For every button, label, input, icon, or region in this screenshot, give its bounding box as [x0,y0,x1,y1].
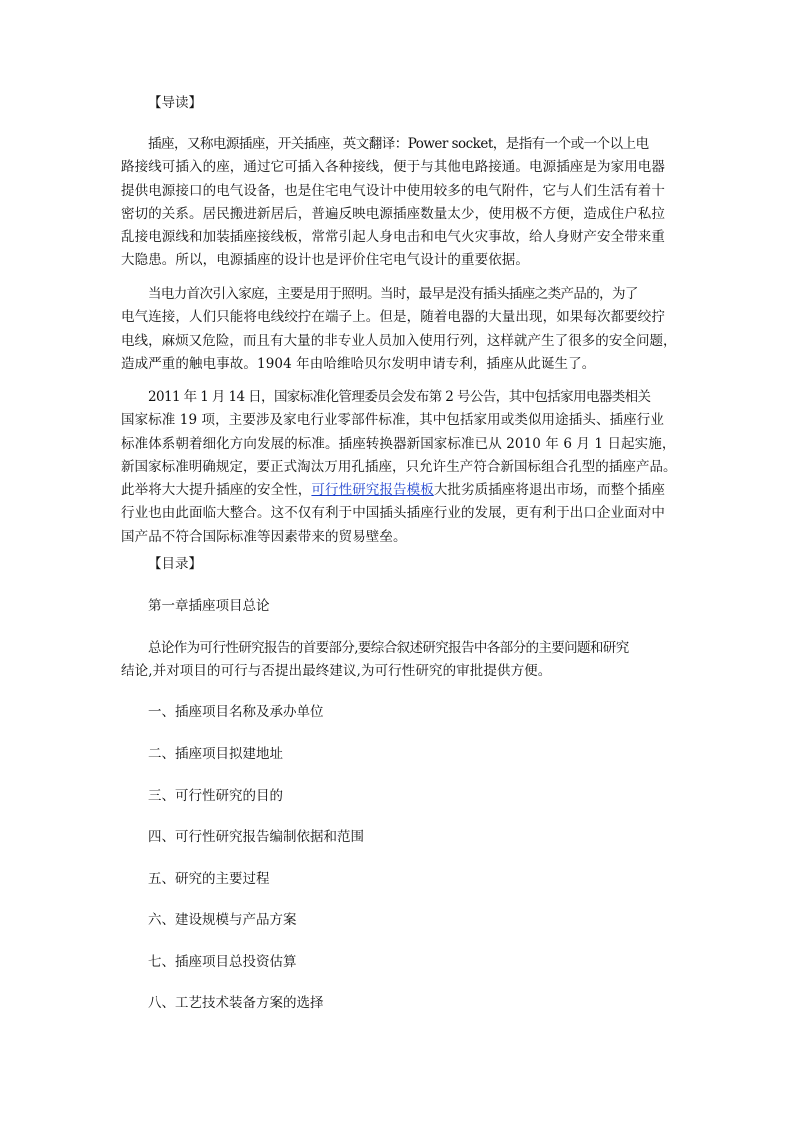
paragraph-line: 乱接电源线和加装插座接线板，常常引起人身电击和电气火灾事故，给人身财产安全带来重 [121,229,665,246]
feasibility-report-template-link[interactable]: 可行性研究报告模板 [311,482,434,499]
paragraph-line: 路接线可插入的座，通过它可插入各种接线，便于与其他电路接通。电源插座是为家用电器 [121,159,665,176]
toc-item: 一、插座项目名称及承办单位 [148,704,324,720]
toc-item: 二、插座项目拟建地址 [148,746,283,762]
paragraph-line: 电气连接，人们只能将电线绞拧在端子上。但是，随着电器的大量出现，如果每次都要绞拧 [121,309,665,326]
intro-heading: 【导读】 [148,95,202,111]
paragraph-line: 行业也由此面临大整合。这不仅有利于中国插头插座行业的发展，更有利于出口企业面对中 [121,505,665,522]
paragraph-line: 总论作为可行性研究报告的首要部分,要综合叙述研究报告中各部分的主要问题和研究 [148,640,629,656]
toc-item: 八、工艺技术装备方案的选择 [148,995,324,1011]
paragraph-line: 密切的关系。居民搬进新居后，普遍反映电源插座数量太少，使用极不方便，造成住户私拉 [121,205,665,222]
toc-item: 六、建设规模与产品方案 [148,912,297,928]
paragraph-line: 造成严重的触电事故。1904 年由哈维哈贝尔发明申请专利，插座从此诞生了。 [121,355,596,372]
toc-item: 七、插座项目总投资估算 [148,954,297,970]
paragraph-line: 插座，又称电源插座，开关插座，英文翻译：Power socket，是指有一个或一个以上电 [148,136,649,152]
chapter-summary [121,637,677,684]
intro-paragraph-3 [121,386,677,549]
paragraph-line: 提供电源接口的电气设备，也是住宅电气设计中使用较多的电气附件，它与人们生活有着十 [121,182,665,199]
paragraph-line: 国产品不符合国际标准等因素带来的贸易壁垒。 [121,528,407,545]
paragraph-line: 2011 年 1 月 14 日，国家标准化管理委员会发布第 2 号公告，其中包括家用电器类相关 [148,389,651,405]
intro-paragraph-1 [121,133,677,273]
chapter-title: 第一章插座项目总论 [148,598,270,614]
paragraph-line: 结论,并对项目的可行与否提出最终建议,为可行性研究的审批提供方便。 [121,663,552,680]
toc-item: 三、可行性研究的目的 [148,788,283,804]
intro-paragraph-2 [121,283,677,376]
paragraph-line: 新国家标准明确规定，要正式淘汰万用孔插座，只允许生产符合新国标组合孔型的插座产品。 [121,458,677,475]
paragraph-line: 当电力首次引入家庭，主要是用于照明。当时，最早是没有插头插座之类产品的，为了 [148,286,638,302]
link-prefix-text: 此举将大大提升插座的安全性， [121,482,312,499]
paragraph-line: 国家标准 19 项，主要涉及家电行业零部件标准，其中包括家用或类似用途插头、插座行业 [121,412,664,429]
toc-heading: 【目录】 [148,556,202,572]
paragraph-line: 电线，麻烦又危险，而且有大量的非专业人员加入使用行列，这样就产生了很多的安全问题， [121,332,677,349]
toc-item: 五、研究的主要过程 [148,871,270,887]
paragraph-line-with-link [121,479,677,502]
paragraph-line: 标准体系朝着细化方向发展的标准。插座转换器新国家标准已从 2010 年 6 月 1 日起实施， [121,435,676,452]
paragraph-line: 大隐患。所以，电源插座的设计也是评价住宅电气设计的重要依据。 [121,252,529,269]
toc-item: 四、可行性研究报告编制依据和范围 [148,829,364,845]
link-suffix-text: 大批劣质插座将退出市场，而整个插座 [433,482,666,499]
